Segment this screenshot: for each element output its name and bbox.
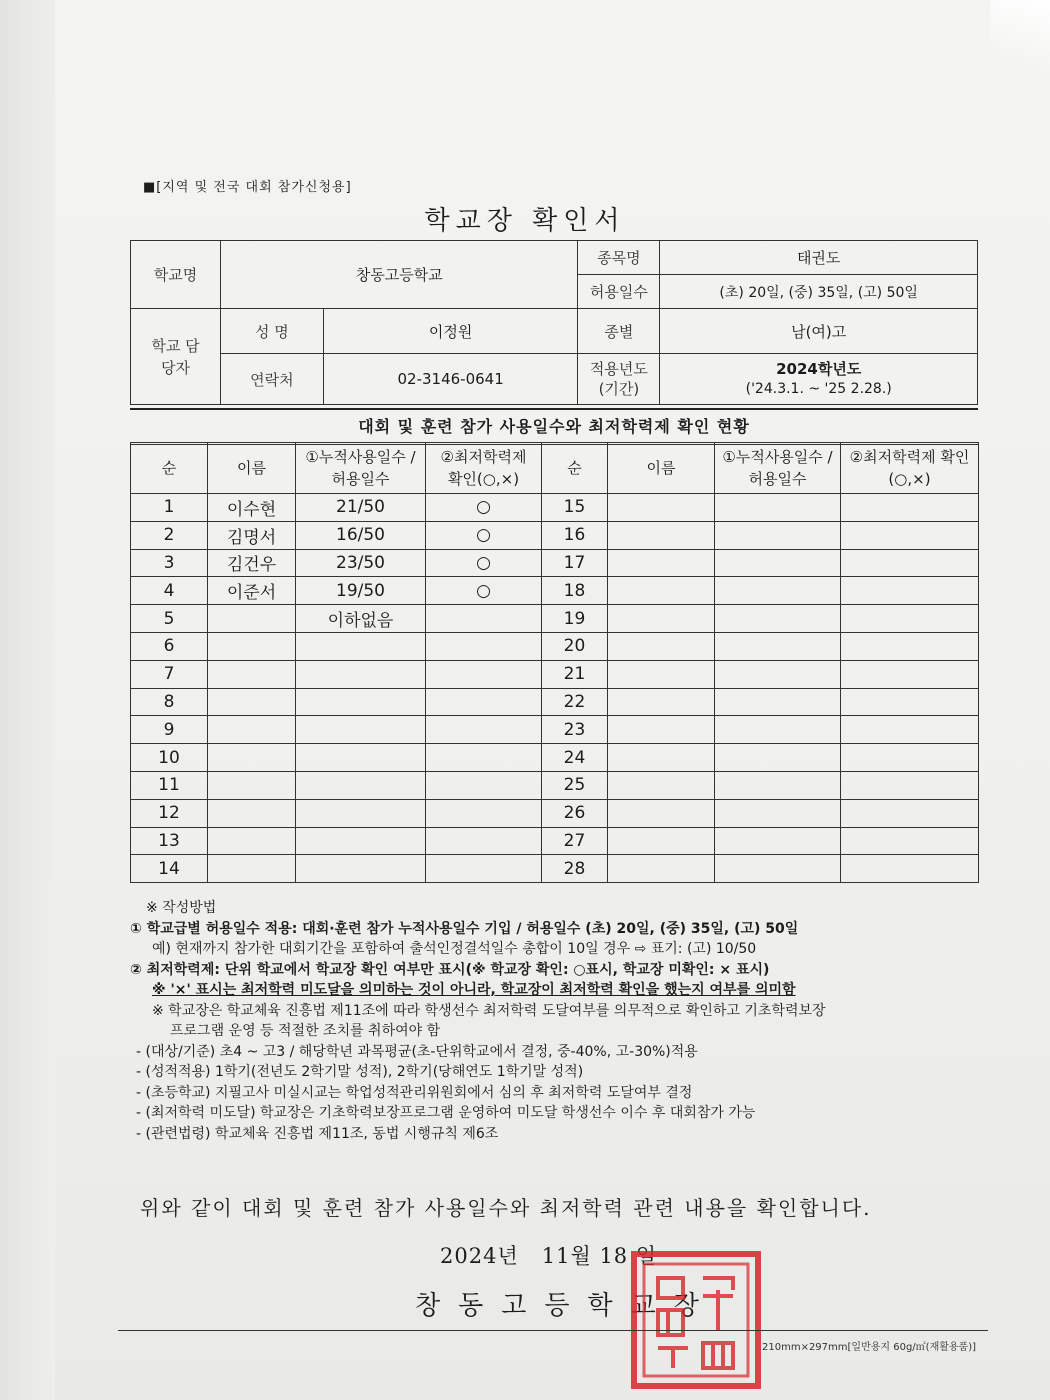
- note-1: ① 학교급별 허용일수 적용: 대회·훈련 참가 누적사용일수 기입 / 허용일수 (초) 20일, (중) 35일, (고) 50일: [130, 920, 799, 937]
- row-no: 16: [542, 521, 608, 549]
- row-no: 23: [542, 716, 608, 744]
- row-days: [296, 799, 426, 827]
- table-row: [131, 632, 979, 660]
- col-academic-2: ②최저학력제 확인(○,×): [841, 443, 979, 494]
- row-no: 27: [542, 827, 608, 855]
- col-no-2: 순: [542, 443, 608, 494]
- row-academic-check: [426, 605, 542, 633]
- page-corner: [990, 0, 1050, 70]
- row-academic-check: ○: [426, 577, 542, 605]
- row-name: [208, 744, 296, 772]
- row-name: [208, 799, 296, 827]
- gender-label: 종별: [578, 309, 660, 354]
- issue-date: 2024년 11월 18 일: [440, 1244, 658, 1268]
- allowed-days-label: 허용일수: [578, 275, 660, 309]
- contact-name: 이정원: [323, 309, 578, 354]
- row-no: 2: [131, 521, 208, 549]
- row-no: 26: [542, 799, 608, 827]
- row-days: [296, 771, 426, 799]
- table-row: [131, 855, 979, 883]
- phone-label: 연락처: [220, 354, 323, 405]
- table-row: [131, 744, 979, 772]
- gender-value: 남(여)고: [660, 309, 978, 354]
- row-days: [715, 632, 841, 660]
- row-no: 10: [131, 744, 208, 772]
- bottom-rule: [118, 1330, 988, 1331]
- col-name-2: 이름: [608, 443, 715, 494]
- table-row: [131, 605, 979, 633]
- roster-body: [131, 494, 979, 883]
- row-academic-check: [841, 577, 979, 605]
- table-row: [131, 549, 979, 577]
- row-days: [715, 660, 841, 688]
- row-days: [715, 716, 841, 744]
- row-academic-check: [426, 799, 542, 827]
- row-name: [208, 605, 296, 633]
- row-academic-check: [841, 744, 979, 772]
- row-name: 이준서: [208, 577, 296, 605]
- info-table: [130, 240, 978, 405]
- note-2: ② 최저학력제: 단위 학교에서 학교장 확인 여부만 표시(※ 학교장 확인: ○표시, 학교장 미확인: × 표시): [130, 961, 770, 978]
- row-no: 11: [131, 771, 208, 799]
- row-academic-check: [426, 632, 542, 660]
- row-academic-check: [426, 855, 542, 883]
- row-name: [608, 716, 715, 744]
- detail-3: - (초등학교) 지필고사 미실시교는 학업성적관리위원회에서 심의 후 최저학력 도달여부 결정: [136, 1084, 693, 1101]
- row-name: [208, 716, 296, 744]
- note-2-b2: 프로그램 운영 등 적절한 조치를 취하여야 함: [170, 1023, 441, 1039]
- row-academic-check: [841, 827, 979, 855]
- row-days: [715, 799, 841, 827]
- row-no: 24: [542, 744, 608, 772]
- contact-person-label: 학교 담당자: [131, 309, 221, 405]
- category-label: ■[지역 및 전국 대회 참가신청용]: [143, 180, 352, 195]
- row-no: 1: [131, 494, 208, 522]
- table-row: [131, 688, 979, 716]
- col-days-2: ①누적사용일수 /허용일수: [715, 443, 841, 494]
- principal-signature: 창동고등학교장: [415, 1291, 717, 1321]
- school-name: 창동고등학교: [220, 241, 578, 309]
- row-academic-check: ○: [426, 521, 542, 549]
- row-no: 18: [542, 577, 608, 605]
- detail-2: - (성적적용) 1학기(전년도 2학기말 성적), 2학기(당해연도 1학기말 성적): [136, 1064, 584, 1080]
- row-name: 김건우: [208, 549, 296, 577]
- row-no: 3: [131, 549, 208, 577]
- row-academic-check: [426, 744, 542, 772]
- sport-value: 태권도: [660, 241, 978, 275]
- row-academic-check: [426, 660, 542, 688]
- row-days: [296, 716, 426, 744]
- row-academic-check: [426, 716, 542, 744]
- row-days: 16/50: [296, 521, 426, 549]
- table-row: [131, 494, 979, 522]
- col-name: 이름: [208, 443, 296, 494]
- row-name: [608, 827, 715, 855]
- table-row: [131, 716, 979, 744]
- row-days: 23/50: [296, 549, 426, 577]
- row-name: [608, 605, 715, 633]
- note-2-b1: ※ 학교장은 학교체육 진흥법 제11조에 따라 학생선수 최저학력 도달여부를 의무적으로 확인하고 기초학력보장: [152, 1002, 826, 1019]
- row-days: [715, 549, 841, 577]
- row-name: [208, 688, 296, 716]
- section-title: 대회 및 훈련 참가 사용일수와 최저학력제 확인 현황: [130, 408, 978, 445]
- row-academic-check: [841, 855, 979, 883]
- row-academic-check: [841, 632, 979, 660]
- row-name: [608, 688, 715, 716]
- col-days: ①누적사용일수 /허용일수: [296, 443, 426, 494]
- row-academic-check: [426, 827, 542, 855]
- document-title: 학교장 확인서: [424, 206, 626, 236]
- detail-4: - (최저학력 미도달) 학교장은 기초학력보장프로그램 운영하여 미도달 학생선수 이수 후 대회참가 가능: [136, 1105, 756, 1121]
- name-label: 성 명: [220, 309, 323, 354]
- paper-spec: 210mm×297mm[일반용지 60g/㎡(재활용품)]: [762, 1342, 977, 1353]
- row-academic-check: [841, 605, 979, 633]
- row-days: [715, 688, 841, 716]
- row-name: [608, 771, 715, 799]
- table-row: [131, 827, 979, 855]
- row-no: 7: [131, 660, 208, 688]
- row-name: [608, 660, 715, 688]
- row-academic-check: [841, 660, 979, 688]
- row-name: [608, 744, 715, 772]
- row-no: 28: [542, 855, 608, 883]
- row-academic-check: [841, 521, 979, 549]
- row-no: 12: [131, 799, 208, 827]
- row-days: [715, 494, 841, 522]
- row-days: [296, 855, 426, 883]
- row-name: 이수현: [208, 494, 296, 522]
- row-name: [208, 855, 296, 883]
- phone-value: 02-3146-0641: [323, 354, 578, 405]
- row-days: [715, 827, 841, 855]
- detail-1: - (대상/기준) 초4 ~ 고3 / 해당학년 과목평균(초-단위학교에서 결정, 중-40%, 고-30%)적용: [136, 1043, 698, 1060]
- row-name: [608, 855, 715, 883]
- row-days: 21/50: [296, 494, 426, 522]
- row-days: [296, 632, 426, 660]
- row-name: [208, 771, 296, 799]
- note-2-a: ※ '×' 표시는 최저학력 미도달을 의미하는 것이 아니라, 학교장이 최저학력 확인을 했는지 여부를 의미함: [152, 982, 796, 998]
- row-academic-check: ○: [426, 494, 542, 522]
- table-row: [131, 521, 979, 549]
- detail-5: - (관련법령) 학교체육 진흥법 제11조, 동법 시행규칙 제6조: [136, 1125, 499, 1142]
- row-name: [208, 827, 296, 855]
- row-name: [608, 521, 715, 549]
- row-no: 4: [131, 577, 208, 605]
- instructions: [130, 898, 1010, 1144]
- row-days: 19/50: [296, 577, 426, 605]
- row-no: 15: [542, 494, 608, 522]
- row-no: 19: [542, 605, 608, 633]
- row-academic-check: [841, 549, 979, 577]
- row-days: [296, 660, 426, 688]
- table-row: [131, 771, 979, 799]
- row-days: [296, 744, 426, 772]
- row-name: [608, 577, 715, 605]
- row-academic-check: [841, 799, 979, 827]
- row-days: 이하없음: [296, 605, 426, 633]
- row-no: 5: [131, 605, 208, 633]
- row-days: [715, 771, 841, 799]
- row-no: 21: [542, 660, 608, 688]
- row-no: 6: [131, 632, 208, 660]
- roster-table: [130, 442, 979, 883]
- allowed-days-value: (초) 20일, (중) 35일, (고) 50일: [660, 275, 978, 309]
- row-no: 13: [131, 827, 208, 855]
- row-no: 14: [131, 855, 208, 883]
- row-academic-check: [841, 494, 979, 522]
- year-value: 2024학년도: [776, 360, 862, 378]
- row-academic-check: [841, 688, 979, 716]
- row-days: [715, 521, 841, 549]
- row-academic-check: ○: [426, 549, 542, 577]
- table-row: [131, 799, 979, 827]
- row-no: 9: [131, 716, 208, 744]
- row-name: [608, 549, 715, 577]
- row-no: 25: [542, 771, 608, 799]
- row-name: 김명서: [208, 521, 296, 549]
- col-no: 순: [131, 443, 208, 494]
- table-row: [131, 577, 979, 605]
- period-value: ('24.3.1. ~ '25 2.28.): [745, 381, 892, 397]
- row-name: [608, 632, 715, 660]
- row-academic-check: [426, 771, 542, 799]
- row-days: [715, 605, 841, 633]
- row-no: 20: [542, 632, 608, 660]
- row-name: [208, 660, 296, 688]
- note-1-example: 예) 현재까지 참가한 대회기간을 포함하여 출석인정결석일수 총합이 10일 경우 ⇨ 표기: (고) 10/50: [152, 941, 757, 957]
- row-no: 22: [542, 688, 608, 716]
- col-academic: ②최저학력제 확인(○,×): [426, 443, 542, 494]
- row-days: [715, 855, 841, 883]
- row-name: [208, 632, 296, 660]
- row-days: [296, 688, 426, 716]
- row-days: [296, 827, 426, 855]
- row-days: [715, 577, 841, 605]
- row-days: [715, 744, 841, 772]
- table-row: [131, 660, 979, 688]
- confirmation-statement: 위와 같이 대회 및 훈련 참가 사용일수와 최저학력 관련 내용을 확인합니다.: [140, 1196, 872, 1220]
- row-no: 8: [131, 688, 208, 716]
- row-no: 17: [542, 549, 608, 577]
- sport-label: 종목명: [578, 241, 660, 275]
- official-seal: [628, 1248, 764, 1392]
- row-academic-check: [841, 716, 979, 744]
- school-label: 학교명: [131, 241, 221, 309]
- year-label: 적용년도 (기간): [578, 354, 660, 405]
- row-academic-check: [426, 688, 542, 716]
- row-name: [608, 799, 715, 827]
- notes-heading: ※ 작성방법: [146, 900, 217, 916]
- row-academic-check: [841, 771, 979, 799]
- row-name: [608, 494, 715, 522]
